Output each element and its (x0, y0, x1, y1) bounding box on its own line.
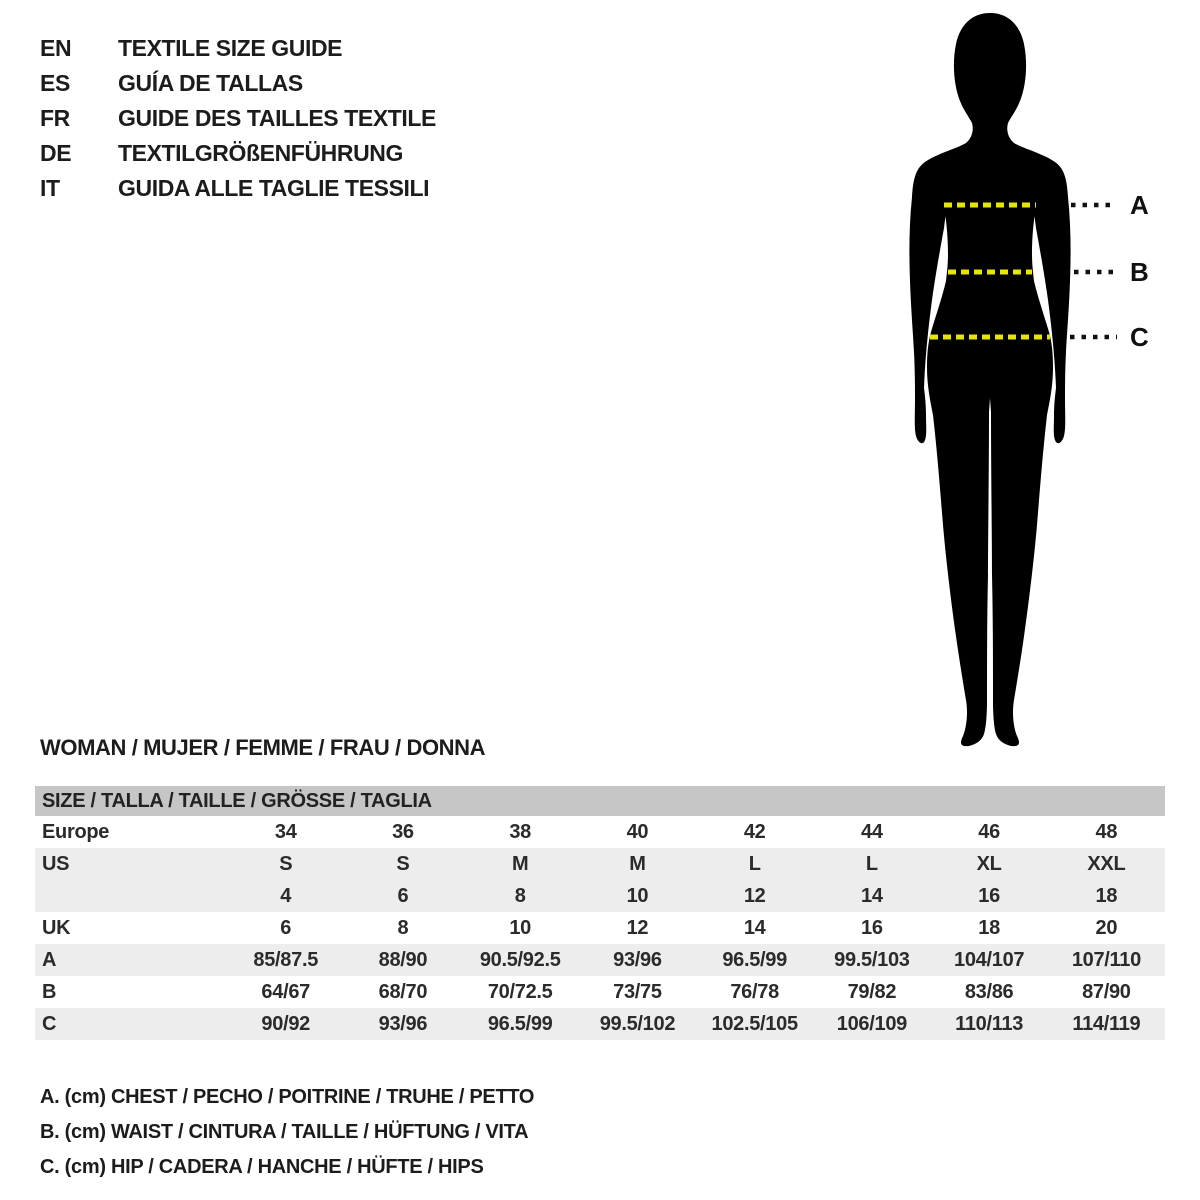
size-row-europe (35, 816, 1165, 848)
size-cell: 42 (743, 820, 766, 843)
size-cell: 10 (579, 880, 696, 912)
measurement-figure (870, 0, 1170, 760)
size-cell: 114/119 (1048, 1008, 1165, 1040)
language-row-fr (40, 101, 436, 136)
size-cell: 88/90 (344, 944, 461, 976)
size-cell: 85/87.5 (227, 944, 344, 976)
size-table (35, 786, 1165, 1040)
size-cell: 96.5/99 (462, 1008, 579, 1040)
size-cell: 93/96 (579, 944, 696, 976)
guide-title: GUIDA ALLE TAGLIE TESSILI (118, 175, 430, 201)
size-cell: 68/70 (378, 980, 428, 1003)
size-cell: 18 (1048, 880, 1165, 912)
size-cell: 8 (397, 916, 409, 939)
language-row-es (40, 66, 436, 101)
chest-label: A (1130, 190, 1149, 220)
guide-title: TEXTILGRÖßENFÜHRUNG (118, 140, 403, 166)
size-table-header: SIZE / TALLA / TAILLE / GRÖSSE / TAGLIA (35, 786, 1165, 816)
row-label (35, 880, 227, 912)
size-cell: 73/75 (613, 980, 662, 1003)
language-code: ES (40, 70, 70, 96)
size-cell: 36 (392, 820, 414, 843)
size-cell: 83/86 (964, 980, 1014, 1003)
size-cell: 18 (978, 916, 1000, 939)
size-cell: 76/78 (730, 980, 779, 1003)
measurement-figure-svg (870, 0, 1170, 760)
size-row-waist (35, 976, 1165, 1008)
size-cell: 99.5/103 (813, 944, 930, 976)
language-title-list (40, 31, 436, 206)
size-cell: XL (931, 848, 1048, 880)
size-cell: L (696, 848, 813, 880)
size-cell: L (813, 848, 930, 880)
language-code: DE (40, 140, 72, 166)
size-cell: 10 (509, 916, 531, 939)
size-cell: 99.5/102 (579, 1008, 696, 1040)
size-cell: 46 (978, 820, 1000, 843)
row-label: B (42, 980, 57, 1003)
size-table-header-row (35, 786, 1165, 816)
size-cell: 70/72.5 (487, 980, 553, 1003)
size-cell: 40 (626, 820, 649, 843)
language-code: IT (40, 175, 60, 201)
size-cell: XXL (1048, 848, 1165, 880)
size-cell: 79/82 (847, 980, 897, 1003)
size-cell: 64/67 (261, 980, 310, 1003)
size-row-uk (35, 912, 1165, 944)
size-cell: 16 (861, 916, 883, 939)
size-cell: 106/109 (813, 1008, 930, 1040)
size-cell: 48 (1095, 820, 1118, 843)
size-cell: S (227, 848, 344, 880)
waist-label: B (1130, 257, 1149, 287)
size-cell: 8 (462, 880, 579, 912)
size-cell: 44 (861, 820, 883, 843)
size-cell: 12 (696, 880, 813, 912)
guide-title: GUÍA DE TALLAS (118, 70, 303, 96)
legend-hip: C. (cm) HIP / CADERA / HANCHE / HÜFTE / HIPS (40, 1156, 484, 1178)
row-label: US (35, 848, 227, 880)
legend-chest: A. (cm) CHEST / PECHO / POITRINE / TRUHE / PETTO (40, 1086, 535, 1108)
size-cell: 96.5/99 (696, 944, 813, 976)
size-cell: 6 (280, 916, 292, 939)
guide-title: TEXTILE SIZE GUIDE (118, 35, 343, 61)
size-cell: 14 (743, 916, 766, 939)
language-row-it (40, 171, 436, 206)
size-cell: S (344, 848, 461, 880)
size-cell: 20 (1095, 916, 1118, 939)
gender-section-title: WOMAN / MUJER / FEMME / FRAU / DONNA (40, 735, 486, 760)
size-cell: 90.5/92.5 (462, 944, 579, 976)
size-cell: 93/96 (344, 1008, 461, 1040)
size-cell: 16 (931, 880, 1048, 912)
size-row-us-letters (35, 848, 1165, 880)
language-code: FR (40, 105, 70, 131)
row-label: UK (42, 916, 71, 939)
size-cell: 34 (274, 820, 297, 843)
size-cell: 87/90 (1082, 980, 1131, 1003)
size-cell: 12 (626, 916, 649, 939)
size-cell: M (579, 848, 696, 880)
size-cell: 110/113 (931, 1008, 1048, 1040)
size-cell: 102.5/105 (696, 1008, 813, 1040)
size-cell: 38 (509, 820, 531, 843)
row-label: Europe (42, 820, 110, 843)
size-row-us-numbers (35, 880, 1165, 912)
size-cell: 90/92 (227, 1008, 344, 1040)
size-cell: 107/110 (1048, 944, 1165, 976)
guide-title: GUIDE DES TAILLES TEXTILE (118, 105, 436, 131)
size-cell: M (462, 848, 579, 880)
hip-label: C (1130, 322, 1149, 352)
row-label: A (35, 944, 227, 976)
size-cell: 6 (344, 880, 461, 912)
size-cell: 14 (813, 880, 930, 912)
size-cell: 4 (227, 880, 344, 912)
woman-silhouette (909, 13, 1070, 746)
language-row-de (40, 136, 436, 171)
measurement-legend (40, 1080, 534, 1185)
size-row-hip (35, 1008, 1165, 1040)
size-row-chest (35, 944, 1165, 976)
language-row-en (40, 31, 436, 66)
legend-waist: B. (cm) WAIST / CINTURA / TAILLE / HÜFTUNG / VITA (40, 1121, 529, 1143)
language-code: EN (40, 35, 72, 61)
size-cell: 104/107 (931, 944, 1048, 976)
row-label: C (35, 1008, 227, 1040)
